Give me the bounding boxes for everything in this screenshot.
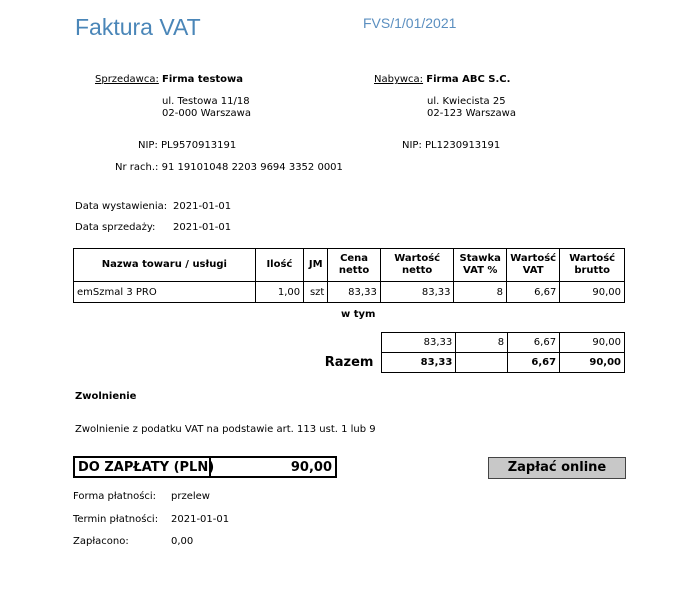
col-header-name: Nazwa towaru / usługi (74, 249, 256, 282)
cell-gross: 90,00 (560, 282, 625, 303)
amount-due-label: DO ZAPŁATY (PLN) (75, 458, 211, 476)
payment-method-label: Forma płatności: (73, 491, 157, 502)
seller-city: 02-000 Warszawa (162, 108, 251, 119)
breakdown-vat: 6,67 (508, 333, 560, 353)
total-vat: 6,67 (508, 353, 560, 373)
payment-method-value: przelew (171, 491, 210, 502)
buyer-name: Firma ABC S.C. (426, 74, 511, 85)
col-header-vat-l1: Wartość (510, 253, 557, 264)
seller-label: Sprzedawca: (95, 74, 159, 85)
amount-due-box (73, 456, 337, 478)
seller-nip-value: PL9570913191 (161, 140, 237, 151)
breakdown-net: 83,33 (382, 333, 456, 353)
sale-date-label: Data sprzedaży: (75, 222, 156, 233)
summary-total-row (306, 353, 625, 373)
issue-date-value: 2021-01-01 (173, 201, 232, 212)
col-header-gross-l2: brutto (574, 265, 610, 276)
summary-breakdown-row (306, 333, 625, 353)
table-row (74, 282, 625, 303)
paid-label: Zapłacono: (73, 536, 129, 547)
invoice-number: FVS/1/01/2021 (363, 15, 457, 31)
col-header-net-l1: Wartość (394, 253, 441, 264)
exemption-text: Zwolnienie z podatku VAT na podstawie art. 113 ust. 1 lub 9 (75, 424, 376, 435)
seller-account-value: 91 19101048 2203 9694 3352 0001 (161, 162, 343, 173)
cell-net: 83,33 (380, 282, 454, 303)
in-which-label: w tym (341, 309, 376, 320)
cell-qty: 1,00 (255, 282, 303, 303)
seller-nip-label: NIP: (138, 140, 158, 151)
exemption-title: Zwolnienie (75, 391, 137, 402)
summary-breakdown-spacer (306, 333, 382, 353)
col-header-qty: Ilość (255, 249, 303, 282)
col-header-gross-l1: Wartość (569, 253, 616, 264)
buyer-header (374, 74, 510, 85)
seller-name: Firma testowa (162, 74, 244, 85)
buyer-nip-label: NIP: (402, 140, 422, 151)
total-net: 83,33 (382, 353, 456, 373)
col-header-price (328, 249, 380, 282)
cell-price: 83,33 (328, 282, 380, 303)
cell-vat: 6,67 (506, 282, 559, 303)
col-header-price-l1: Cena (340, 253, 369, 264)
items-header-row (74, 249, 625, 282)
col-header-rate-l2: VAT % (463, 265, 498, 276)
pay-online-button[interactable]: Zapłać online (488, 457, 626, 479)
sale-date-value: 2021-01-01 (173, 222, 232, 233)
items-table (73, 248, 625, 303)
seller-nip (138, 140, 236, 151)
col-header-vat-l2: VAT (522, 265, 544, 276)
col-header-rate-l1: Stawka (459, 253, 501, 264)
total-gross: 90,00 (560, 353, 625, 373)
paid-value: 0,00 (171, 536, 194, 547)
cell-rate: 8 (454, 282, 506, 303)
breakdown-rate: 8 (456, 333, 508, 353)
seller-account (115, 162, 343, 173)
buyer-nip (402, 140, 500, 151)
amount-due-value: 90,00 (290, 460, 332, 475)
buyer-street: ul. Kwiecista 25 (427, 96, 506, 107)
seller-street: ul. Testowa 11/18 (162, 96, 250, 107)
col-header-net-l2: netto (401, 265, 433, 276)
cell-unit: szt (304, 282, 328, 303)
summary-table (306, 332, 625, 373)
seller-account-label: Nr rach.: (115, 162, 159, 173)
seller-header (95, 74, 243, 85)
col-header-gross (560, 249, 625, 282)
buyer-label: Nabywca: (374, 74, 424, 85)
buyer-nip-value: PL1230913191 (425, 140, 501, 151)
col-header-price-l2: netto (338, 265, 370, 276)
col-header-rate (454, 249, 506, 282)
total-label: Razem (324, 355, 374, 370)
payment-term-value: 2021-01-01 (171, 514, 230, 525)
payment-term-label: Termin płatności: (73, 514, 159, 525)
col-header-unit: JM (304, 249, 328, 282)
total-rate (456, 353, 508, 373)
col-header-vat (506, 249, 559, 282)
cell-name: emSzmal 3 PRO (74, 282, 256, 303)
breakdown-gross: 90,00 (560, 333, 625, 353)
issue-date-label: Data wystawienia: (75, 201, 168, 212)
buyer-city: 02-123 Warszawa (427, 108, 516, 119)
invoice-title: Faktura VAT (75, 14, 201, 40)
col-header-net (380, 249, 454, 282)
